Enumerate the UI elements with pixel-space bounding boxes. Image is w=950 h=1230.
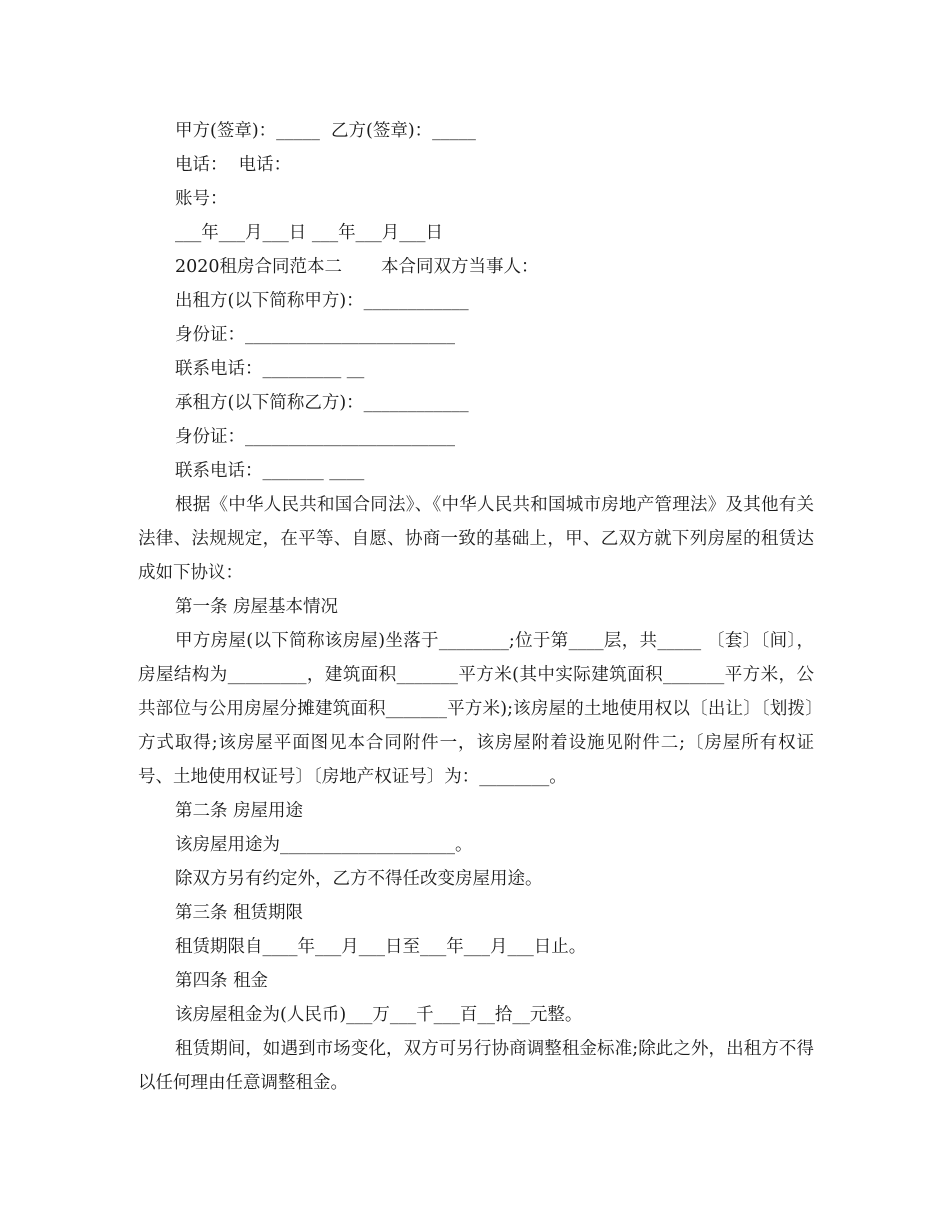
article-2-title: 第二条 房屋用途 [175,801,304,821]
article-1-title: 第一条 房屋基本情况 [175,597,339,617]
basis-paragraph: 根据《中华人民共和国合同法》、《中华人民共和国城市房地产管理法》及其他有关法律、法规规定，在平等、自愿、协商一致的基础上，甲、乙双方就下列房屋的租赁达成如下协议： [138,495,814,583]
article-4-title: 第四条 租金 [175,971,269,991]
lessor-id-line: 身份证：________________________ [175,325,455,345]
article-2-line-2: 除双方另有约定外，乙方不得任改变房屋用途。 [175,869,543,889]
signature-line: 甲方(签章)：_____ 乙方(签章)：_____ [175,121,476,141]
document-body [138,114,814,1100]
article-3-title: 第三条 租赁期限 [175,903,304,923]
lessee-phone-line: 联系电话：_______ ____ [175,461,365,481]
article-3-line-1: 租赁期限自____年___月___日至___年___月___日止。 [175,937,587,957]
section-heading: 2020租房合同范本二 本合同双方当事人： [175,257,539,277]
lessor-line: 出租方(以下简称甲方)：____________ [175,291,469,311]
lessor-phone-line: 联系电话：_________ __ [175,359,365,379]
date-line: ___年___月___日 ___年___月___日 [175,223,444,243]
article-4-line-1: 该房屋租金为(人民币)___万___千___百__拾__元整。 [175,1005,583,1025]
lessee-line: 承租方(以下简称乙方)：____________ [175,393,469,413]
lessee-id-line: 身份证：________________________ [175,427,455,447]
account-line: 账号： [175,189,228,209]
article-4-body: 租赁期间，如遇到市场变化，双方可另行协商调整租金标准;除此之外，出租方不得以任何理由任意调整租金。 [138,1039,814,1093]
article-1-body: 甲方房屋(以下简称该房屋)坐落于________;位于第____层，共_____ 〔套〕〔间〕，房屋结构为_________，建筑面积_______平方米(其中实际建筑面积_______平方米，公共部位与公用房屋分摊建筑面积_______平方米);该房屋的土地使用权以〔出让〕〔划拨〕方式取得;该房屋平面图见本合同附件一，该房屋附着设施见附件二;〔房屋所有权证号、土地使用权证号〕〔房地产权证号〕为：________。 [138,631,814,787]
article-2-line-1: 该房屋用途为____________________。 [175,835,473,855]
phone-line: 电话： 电话： [175,155,292,175]
